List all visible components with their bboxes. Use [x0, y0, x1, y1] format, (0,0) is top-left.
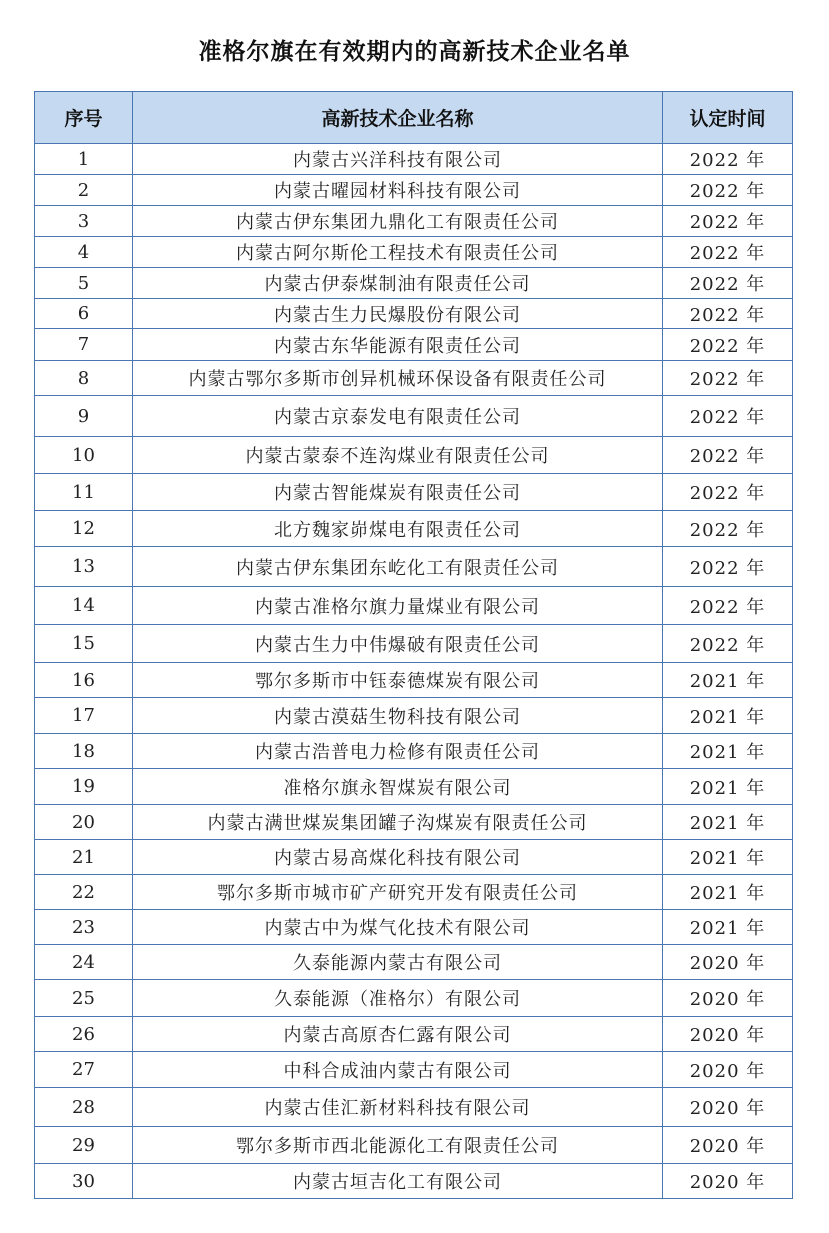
- cell-year: 2021 年: [663, 734, 793, 769]
- cell-year: 2022 年: [663, 237, 793, 268]
- table-row: [35, 547, 793, 587]
- cell-name: 内蒙古中为煤气化技术有限公司: [133, 910, 663, 945]
- cell-year: 2022 年: [663, 587, 793, 625]
- table-row: [35, 1164, 793, 1199]
- cell-index: 3: [35, 206, 133, 237]
- cell-year: 2022 年: [663, 206, 793, 237]
- table-row: [35, 299, 793, 329]
- cell-index: 26: [35, 1017, 133, 1052]
- cell-name: 内蒙古佳汇新材料科技有限公司: [133, 1088, 663, 1127]
- table-row: [35, 698, 793, 734]
- cell-name: 内蒙古生力民爆股份有限公司: [133, 299, 663, 329]
- cell-name: 内蒙古曜园材料科技有限公司: [133, 175, 663, 206]
- table-row: [35, 769, 793, 805]
- table-row: [35, 237, 793, 268]
- table-row: [35, 511, 793, 547]
- cell-year: 2020 年: [663, 945, 793, 980]
- cell-index: 13: [35, 547, 133, 587]
- cell-year: 2022 年: [663, 299, 793, 329]
- cell-index: 20: [35, 805, 133, 840]
- cell-index: 23: [35, 910, 133, 945]
- cell-index: 7: [35, 329, 133, 361]
- cell-year: 2020 年: [663, 1164, 793, 1199]
- cell-name: 内蒙古伊泰煤制油有限责任公司: [133, 268, 663, 299]
- cell-name: 久泰能源内蒙古有限公司: [133, 945, 663, 980]
- cell-name: 北方魏家峁煤电有限责任公司: [133, 511, 663, 547]
- cell-index: 27: [35, 1052, 133, 1088]
- header-name: 高新技术企业名称: [133, 92, 663, 144]
- cell-year: 2020 年: [663, 1052, 793, 1088]
- header-year: 认定时间: [663, 92, 793, 144]
- table-row: [35, 980, 793, 1017]
- table-row: [35, 625, 793, 663]
- cell-year: 2021 年: [663, 875, 793, 910]
- cell-name: 鄂尔多斯市中钰泰德煤炭有限公司: [133, 663, 663, 698]
- table-row: [35, 1088, 793, 1127]
- cell-name: 内蒙古东华能源有限责任公司: [133, 329, 663, 361]
- cell-year: 2021 年: [663, 805, 793, 840]
- cell-name: 内蒙古蒙泰不连沟煤业有限责任公司: [133, 437, 663, 474]
- cell-index: 12: [35, 511, 133, 547]
- cell-index: 22: [35, 875, 133, 910]
- cell-name: 内蒙古鄂尔多斯市创异机械环保设备有限责任公司: [133, 361, 663, 396]
- cell-index: 15: [35, 625, 133, 663]
- table-row: [35, 396, 793, 437]
- cell-year: 2022 年: [663, 361, 793, 396]
- table-row: [35, 1017, 793, 1052]
- cell-year: 2021 年: [663, 663, 793, 698]
- cell-year: 2022 年: [663, 474, 793, 511]
- table-row: [35, 175, 793, 206]
- cell-name: 内蒙古京泰发电有限责任公司: [133, 396, 663, 437]
- table-body: [35, 144, 793, 1199]
- cell-year: 2022 年: [663, 625, 793, 663]
- cell-index: 28: [35, 1088, 133, 1127]
- header-index: 序号: [35, 92, 133, 144]
- cell-name: 鄂尔多斯市西北能源化工有限责任公司: [133, 1127, 663, 1164]
- table-row: [35, 1052, 793, 1088]
- cell-year: 2021 年: [663, 910, 793, 945]
- cell-name: 内蒙古漠菇生物科技有限公司: [133, 698, 663, 734]
- table-row: [35, 144, 793, 175]
- table-row: [35, 206, 793, 237]
- cell-name: 内蒙古兴洋科技有限公司: [133, 144, 663, 175]
- cell-name: 内蒙古生力中伟爆破有限责任公司: [133, 625, 663, 663]
- cell-index: 11: [35, 474, 133, 511]
- cell-index: 30: [35, 1164, 133, 1199]
- cell-name: 准格尔旗永智煤炭有限公司: [133, 769, 663, 805]
- cell-year: 2022 年: [663, 396, 793, 437]
- table-row: [35, 1127, 793, 1164]
- table-header-row: [35, 92, 793, 144]
- cell-index: 6: [35, 299, 133, 329]
- cell-index: 18: [35, 734, 133, 769]
- cell-index: 29: [35, 1127, 133, 1164]
- cell-index: 17: [35, 698, 133, 734]
- table-row: [35, 437, 793, 474]
- cell-index: 8: [35, 361, 133, 396]
- cell-name: 内蒙古高原杏仁露有限公司: [133, 1017, 663, 1052]
- table-row: [35, 474, 793, 511]
- cell-name: 久泰能源（准格尔）有限公司: [133, 980, 663, 1017]
- cell-index: 5: [35, 268, 133, 299]
- cell-year: 2020 年: [663, 1088, 793, 1127]
- cell-index: 1: [35, 144, 133, 175]
- table-row: [35, 587, 793, 625]
- cell-index: 21: [35, 840, 133, 875]
- table-row: [35, 361, 793, 396]
- cell-name: 内蒙古浩普电力检修有限责任公司: [133, 734, 663, 769]
- cell-year: 2022 年: [663, 268, 793, 299]
- table-row: [35, 910, 793, 945]
- cell-year: 2021 年: [663, 698, 793, 734]
- cell-year: 2022 年: [663, 547, 793, 587]
- table-row: [35, 663, 793, 698]
- cell-year: 2021 年: [663, 769, 793, 805]
- cell-index: 25: [35, 980, 133, 1017]
- table-row: [35, 875, 793, 910]
- table-row: [35, 268, 793, 299]
- table-row: [35, 805, 793, 840]
- document-title: 准格尔旗在有效期内的高新技术企业名单: [198, 39, 631, 65]
- table-row: [35, 329, 793, 361]
- cell-year: 2022 年: [663, 329, 793, 361]
- cell-year: 2020 年: [663, 980, 793, 1017]
- cell-year: 2022 年: [663, 437, 793, 474]
- cell-index: 10: [35, 437, 133, 474]
- cell-index: 19: [35, 769, 133, 805]
- cell-name: 内蒙古垣吉化工有限公司: [133, 1164, 663, 1199]
- cell-index: 2: [35, 175, 133, 206]
- table-row: [35, 734, 793, 769]
- table-row: [35, 840, 793, 875]
- cell-name: 内蒙古准格尔旗力量煤业有限公司: [133, 587, 663, 625]
- cell-year: 2021 年: [663, 840, 793, 875]
- cell-name: 内蒙古智能煤炭有限责任公司: [133, 474, 663, 511]
- cell-name: 内蒙古易高煤化科技有限公司: [133, 840, 663, 875]
- cell-name: 鄂尔多斯市城市矿产研究开发有限责任公司: [133, 875, 663, 910]
- cell-name: 内蒙古伊东集团九鼎化工有限责任公司: [133, 206, 663, 237]
- table-row: [35, 945, 793, 980]
- cell-index: 9: [35, 396, 133, 437]
- cell-year: 2020 年: [663, 1127, 793, 1164]
- cell-index: 24: [35, 945, 133, 980]
- cell-index: 16: [35, 663, 133, 698]
- enterprise-table: [34, 91, 793, 1199]
- cell-year: 2022 年: [663, 175, 793, 206]
- cell-year: 2022 年: [663, 511, 793, 547]
- cell-year: 2022 年: [663, 144, 793, 175]
- cell-name: 内蒙古满世煤炭集团罐子沟煤炭有限责任公司: [133, 805, 663, 840]
- cell-name: 内蒙古阿尔斯伦工程技术有限责任公司: [133, 237, 663, 268]
- cell-year: 2020 年: [663, 1017, 793, 1052]
- cell-name: 内蒙古伊东集团东屹化工有限责任公司: [133, 547, 663, 587]
- cell-index: 14: [35, 587, 133, 625]
- cell-name: 中科合成油内蒙古有限公司: [133, 1052, 663, 1088]
- cell-index: 4: [35, 237, 133, 268]
